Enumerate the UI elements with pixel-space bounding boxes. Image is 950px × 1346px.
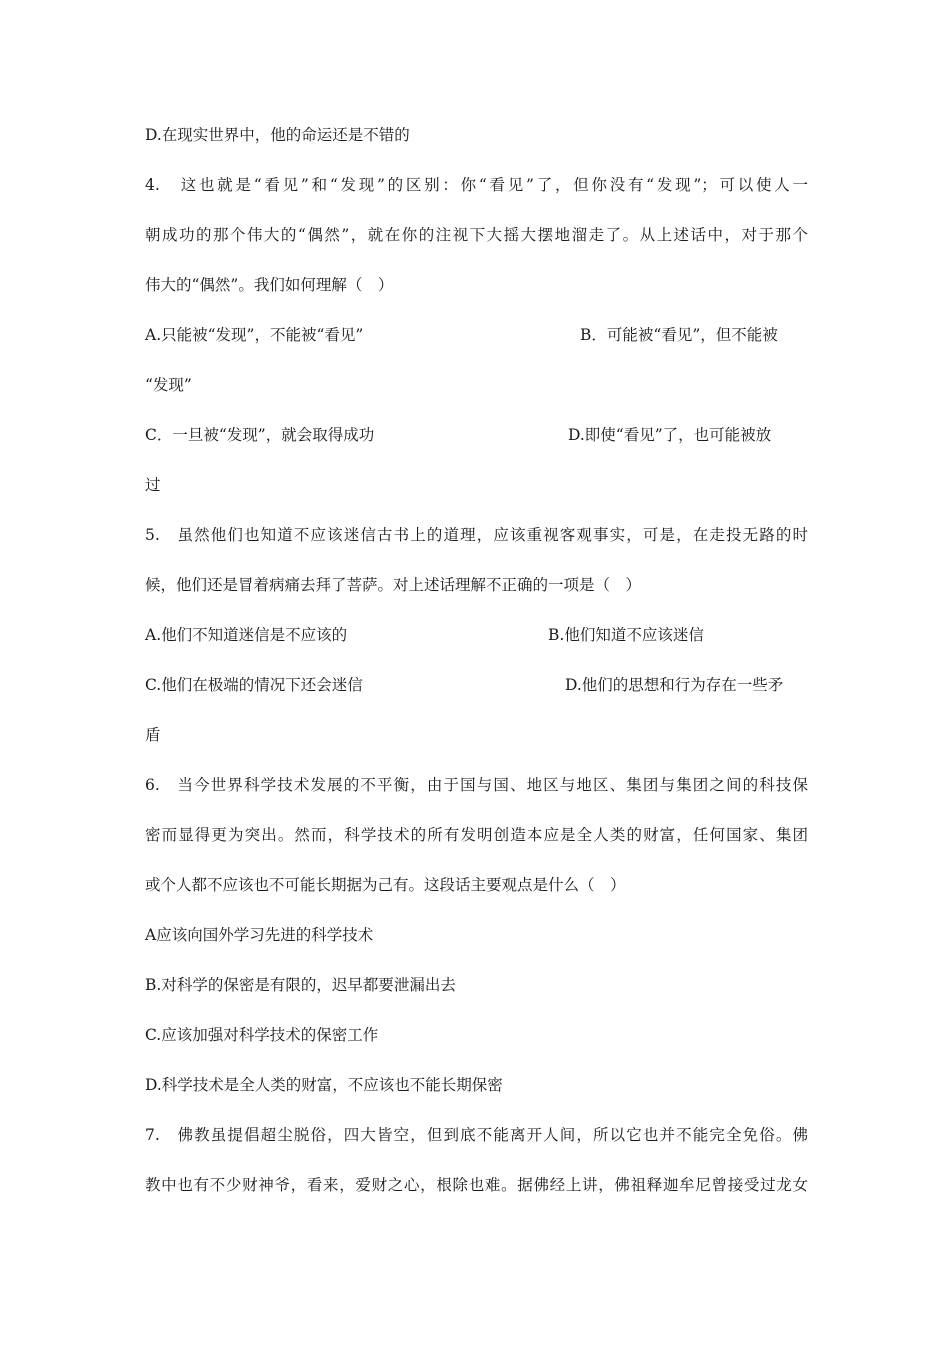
q5-option-b: B.他们知道不应该迷信	[548, 626, 704, 644]
q5-option-c: C.他们在极端的情况下还会迷信	[145, 676, 363, 694]
q4-option-d-continued: 过	[145, 476, 161, 494]
q6-option-d: D.科学技术是全人类的财富，不应该也不能长期保密	[145, 1076, 503, 1094]
q5-stem-line-1: 5. 虽然他们也知道不应该迷信古书上的道理，应该重视客观事实，可是，在走投无路的时	[145, 526, 808, 544]
q4-stem-line-3: 伟大的“偶然”。我们如何理解（ ）	[145, 276, 394, 294]
q6-option-b: B.对科学的保密是有限的，迟早都要泄漏出去	[145, 976, 456, 994]
q4-option-b-continued: “发现”	[145, 376, 192, 394]
q3-option-d: D.在现实世界中，他的命运还是不错的	[145, 126, 410, 144]
q4-stem-line-1: 4. 这也就是“看见”和“发现”的区别：你“看见”了，但你没有“发现”；可以使人一	[145, 176, 808, 194]
q4-option-d: D.即使“看见”了，也可能被放	[568, 426, 772, 444]
q4-option-c: C．一旦被“发现”，就会取得成功	[145, 426, 375, 444]
q7-stem-line-2: 教中也有不少财神爷，看来，爱财之心，根除也难。据佛经上讲，佛祖释迦牟尼曾接受过龙女	[145, 1176, 808, 1194]
q6-stem-line-1: 6. 当今世界科学技术发展的不平衡，由于国与国、地区与地区、集团与集团之间的科技保	[145, 776, 808, 794]
q7-stem-line-1: 7. 佛教虽提倡超尘脱俗，四大皆空，但到底不能离开人间，所以它也并不能完全免俗。佛	[145, 1126, 808, 1144]
q4-option-a: A.只能被“发现”，不能被“看见”	[145, 326, 364, 344]
q6-option-c: C.应该加强对科学技术的保密工作	[145, 1026, 379, 1044]
q4-stem-line-2: 朝成功的那个伟大的“偶然”，就在你的注视下大摇大摆地溜走了。从上述话中，对于那个	[145, 226, 808, 244]
q4-option-b: B．可能被“看见”，但不能被	[580, 326, 778, 344]
q6-stem-line-3: 或个人都不应该也不可能长期据为己有。这段话主要观点是什么（ ）	[145, 876, 626, 894]
q5-stem-line-2: 候，他们还是冒着病痛去拜了菩萨。对上述话理解不正确的一项是（ ）	[145, 576, 642, 594]
q6-stem-line-2: 密而显得更为突出。然而，科学技术的所有发明创造本应是全人类的财富，任何国家、集团	[145, 826, 808, 844]
q5-option-d: D.他们的思想和行为存在一些矛	[565, 676, 784, 694]
q5-option-d-continued: 盾	[145, 726, 161, 744]
q6-option-a: A应该向国外学习先进的科学技术	[145, 926, 374, 944]
q5-option-a: A.他们不知道迷信是不应该的	[145, 626, 348, 644]
